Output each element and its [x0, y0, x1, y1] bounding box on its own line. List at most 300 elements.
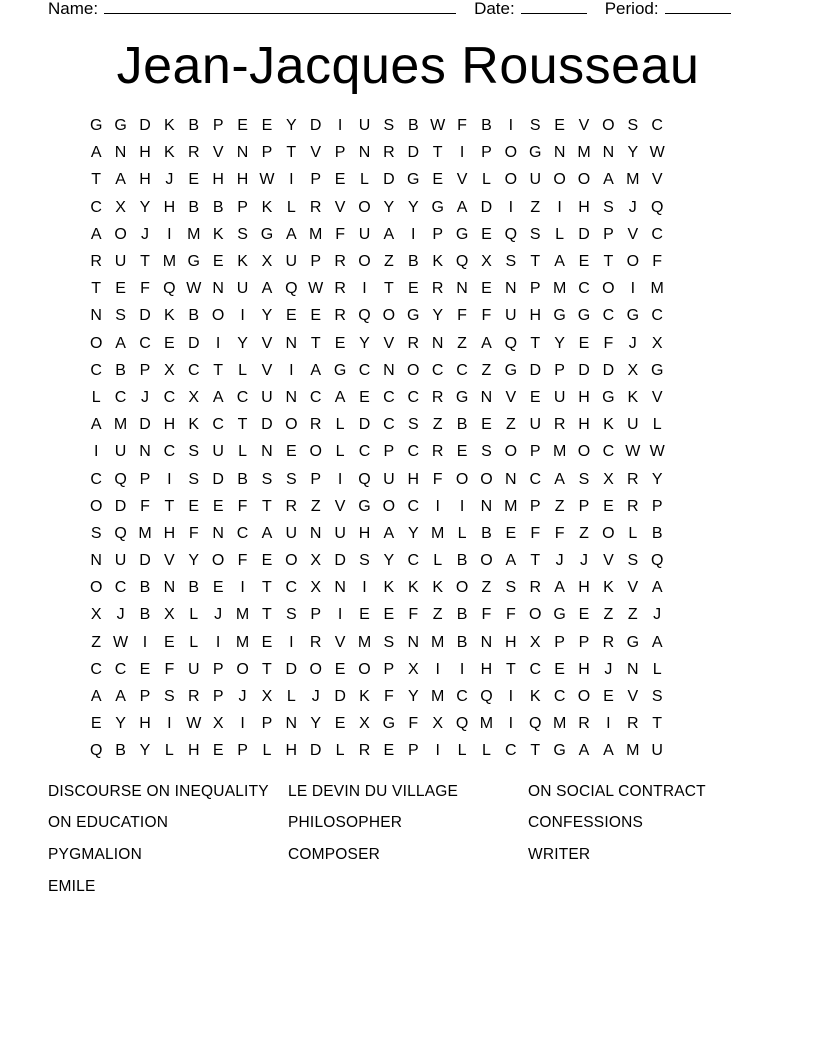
- grid-letter: W: [430, 117, 446, 135]
- grid-letter: L: [262, 742, 272, 760]
- grid-letter: X: [261, 688, 273, 706]
- grid-letter: H: [505, 633, 517, 651]
- grid-letter: J: [140, 225, 149, 243]
- grid-letter: Y: [285, 117, 297, 135]
- grid-letter: S: [285, 470, 297, 488]
- grid-letter: U: [627, 416, 639, 434]
- grid-letter: I: [435, 742, 440, 760]
- grid-letter: R: [578, 715, 590, 733]
- grid-letter: T: [140, 253, 150, 271]
- grid-letter: T: [237, 416, 248, 434]
- grid-letter: T: [530, 552, 541, 570]
- grid-letter: I: [411, 225, 416, 243]
- grid-letter: X: [651, 334, 663, 352]
- grid-letter: S: [578, 470, 590, 488]
- grid-letter: O: [577, 171, 591, 189]
- grid-letter: U: [651, 742, 663, 760]
- grid-letter: F: [140, 280, 150, 298]
- grid-letter: S: [505, 253, 517, 271]
- grid-letter: A: [261, 524, 273, 542]
- grid-letter: P: [651, 497, 663, 515]
- grid-letter: B: [115, 742, 126, 760]
- grid-letter: N: [480, 633, 493, 651]
- grid-letter: P: [554, 361, 565, 379]
- grid-letter: H: [578, 579, 590, 597]
- date-field[interactable]: [521, 0, 587, 14]
- grid-letter: H: [139, 144, 151, 162]
- grid-letter: P: [432, 225, 443, 243]
- grid-letter: C: [114, 660, 127, 678]
- grid-letter: S: [261, 470, 273, 488]
- grid-letter: E: [334, 715, 346, 733]
- grid-letter: S: [188, 470, 200, 488]
- grid-letter: N: [383, 361, 395, 379]
- grid-letter: X: [310, 579, 322, 597]
- grid-letter: A: [90, 144, 102, 162]
- grid-letter: I: [435, 497, 440, 515]
- grid-letter: R: [285, 497, 298, 515]
- grid-letter: P: [237, 198, 248, 216]
- grid-letter: D: [261, 416, 273, 434]
- grid-letter: I: [435, 660, 440, 678]
- grid-letter: K: [164, 117, 175, 135]
- grid-letter: M: [504, 497, 518, 515]
- grid-letter: O: [455, 470, 469, 488]
- grid-letter: R: [431, 443, 444, 461]
- grid-letter: D: [480, 198, 493, 216]
- grid-letter: M: [479, 715, 494, 733]
- grid-letter: A: [115, 334, 126, 352]
- grid-letter: T: [262, 606, 272, 624]
- grid-letter: D: [578, 361, 590, 379]
- grid-letter: A: [603, 742, 614, 760]
- grid-letter: E: [359, 388, 370, 406]
- grid-letter: U: [505, 307, 517, 325]
- grid-letter: U: [529, 416, 541, 434]
- grid-letter: F: [237, 497, 248, 515]
- grid-letter: A: [310, 361, 322, 379]
- grid-letter: D: [187, 334, 200, 352]
- grid-letter: O: [114, 225, 127, 243]
- grid-letter: X: [212, 715, 224, 733]
- grid-letter: C: [456, 688, 468, 706]
- grid-letter: L: [335, 443, 345, 461]
- grid-letter: E: [554, 660, 565, 678]
- grid-letter: E: [139, 660, 151, 678]
- grid-letter: F: [481, 606, 492, 624]
- grid-letter: E: [603, 497, 614, 515]
- period-field[interactable]: [665, 0, 731, 14]
- grid-letter: L: [286, 198, 296, 216]
- grid-letter: U: [358, 225, 371, 243]
- grid-letter: A: [90, 688, 102, 706]
- grid-letter: B: [407, 253, 419, 271]
- grid-letter: X: [164, 606, 175, 624]
- grid-letter: E: [310, 307, 322, 325]
- grid-letter: I: [215, 334, 221, 352]
- grid-letter: Y: [407, 688, 419, 706]
- grid-letter: J: [628, 198, 637, 216]
- grid-letter: S: [627, 117, 639, 135]
- grid-letter: L: [335, 742, 345, 760]
- grid-letter: M: [552, 715, 567, 733]
- grid-letter: Y: [407, 198, 419, 216]
- grid-row: [84, 411, 744, 438]
- grid-letter: E: [334, 334, 346, 352]
- grid-letter: X: [115, 198, 126, 216]
- grid-letter: F: [408, 606, 419, 624]
- grid-letter: V: [261, 361, 273, 379]
- grid-letter: A: [554, 579, 565, 597]
- grid-letter: J: [140, 388, 149, 406]
- grid-letter: Q: [163, 280, 176, 298]
- word-bank-row: [48, 776, 768, 808]
- grid-letter: D: [407, 144, 420, 162]
- grid-letter: R: [358, 742, 371, 760]
- grid-letter: C: [358, 361, 371, 379]
- grid-letter: A: [603, 171, 614, 189]
- grid-letter: H: [578, 660, 590, 678]
- word-bank-row: [48, 808, 768, 840]
- grid-letter: V: [164, 552, 175, 570]
- grid-letter: Y: [115, 715, 126, 733]
- grid-letter: L: [238, 361, 247, 379]
- grid-letter: I: [362, 280, 367, 298]
- grid-letter: H: [529, 307, 541, 325]
- grid-letter: C: [90, 361, 102, 379]
- grid-letter: O: [480, 552, 493, 570]
- word-bank-item: ON EDUCATION: [48, 814, 169, 832]
- grid-letter: G: [455, 225, 469, 243]
- grid-letter: U: [529, 171, 541, 189]
- grid-letter: A: [505, 552, 517, 570]
- grid-letter: X: [603, 470, 614, 488]
- grid-letter: C: [90, 198, 102, 216]
- grid-letter: O: [407, 361, 420, 379]
- grid-letter: A: [456, 198, 468, 216]
- grid-letter: X: [481, 253, 492, 271]
- grid-letter: O: [553, 171, 566, 189]
- grid-letter: N: [114, 144, 127, 162]
- grid-letter: B: [407, 117, 419, 135]
- grid-letter: B: [139, 606, 151, 624]
- grid-letter: F: [652, 253, 663, 271]
- grid-letter: T: [652, 715, 663, 733]
- grid-letter: E: [115, 280, 126, 298]
- grid-letter: P: [383, 660, 395, 678]
- grid-letter: L: [286, 688, 296, 706]
- grid-letter: Y: [407, 524, 419, 542]
- word-bank-item: PHILOSOPHER: [288, 814, 403, 832]
- grid-letter: B: [115, 361, 126, 379]
- grid-letter: E: [359, 606, 370, 624]
- grid-letter: G: [529, 144, 542, 162]
- grid-letter: D: [309, 742, 322, 760]
- grid-letter: C: [456, 361, 468, 379]
- grid-letter: P: [310, 171, 322, 189]
- grid-letter: T: [262, 497, 272, 515]
- grid-letter: N: [480, 388, 493, 406]
- grid-letter: Q: [285, 280, 298, 298]
- grid-letter: Q: [358, 307, 371, 325]
- grid-letter: G: [407, 307, 420, 325]
- grid-letter: E: [554, 117, 565, 135]
- grid-letter: T: [213, 361, 224, 379]
- grid-letter: Y: [188, 552, 200, 570]
- grid-letter: B: [212, 198, 224, 216]
- grid-letter: K: [237, 253, 248, 271]
- grid-letter: L: [91, 388, 101, 406]
- grid-letter: T: [505, 660, 516, 678]
- grid-letter: R: [309, 198, 322, 216]
- grid-letter: H: [285, 742, 298, 760]
- grid-letter: T: [432, 144, 443, 162]
- grid-letter: D: [309, 117, 322, 135]
- grid-letter: R: [334, 280, 346, 298]
- grid-letter: R: [602, 633, 615, 651]
- grid-letter: M: [187, 225, 201, 243]
- grid-letter: O: [211, 552, 225, 570]
- grid-letter: B: [651, 524, 663, 542]
- grid-letter: C: [285, 579, 298, 597]
- grid-letter: R: [627, 715, 639, 733]
- word-bank-row: [48, 871, 768, 903]
- grid-letter: Z: [457, 334, 467, 352]
- grid-letter: C: [114, 388, 127, 406]
- grid-letter: O: [602, 117, 615, 135]
- grid-letter: G: [187, 253, 200, 271]
- grid-letter: Y: [627, 144, 639, 162]
- grid-row: [84, 275, 744, 302]
- grid-letter: P: [603, 225, 614, 243]
- grid-letter: N: [285, 388, 298, 406]
- grid-row: [84, 112, 744, 139]
- grid-letter: N: [627, 660, 639, 678]
- grid-letter: I: [240, 579, 245, 597]
- grid-letter: I: [215, 633, 221, 651]
- grid-letter: E: [383, 606, 395, 624]
- grid-letter: D: [334, 552, 346, 570]
- grid-letter: S: [115, 307, 126, 325]
- grid-letter: M: [626, 742, 640, 760]
- grid-letter: F: [408, 715, 419, 733]
- grid-letter: E: [578, 334, 590, 352]
- grid-letter: L: [360, 171, 369, 189]
- grid-row: [84, 683, 744, 710]
- grid-letter: E: [334, 171, 346, 189]
- grid-letter: C: [163, 443, 176, 461]
- grid-letter: T: [164, 497, 175, 515]
- grid-letter: C: [90, 470, 102, 488]
- grid-letter: B: [188, 579, 200, 597]
- grid-letter: J: [580, 552, 588, 570]
- grid-letter: F: [140, 497, 150, 515]
- grid-letter: V: [627, 688, 639, 706]
- grid-letter: S: [383, 117, 395, 135]
- grid-letter: Z: [505, 416, 516, 434]
- grid-row: [84, 656, 744, 683]
- grid-letter: F: [237, 552, 248, 570]
- grid-letter: I: [240, 307, 245, 325]
- grid-letter: J: [165, 171, 174, 189]
- grid-letter: S: [529, 117, 541, 135]
- grid-letter: P: [554, 633, 565, 651]
- grid-letter: C: [529, 470, 541, 488]
- grid-letter: F: [481, 307, 492, 325]
- grid-letter: D: [602, 361, 615, 379]
- grid-letter: L: [189, 606, 199, 624]
- grid-letter: Q: [89, 742, 103, 760]
- grid-letter: I: [240, 715, 245, 733]
- grid-letter: C: [358, 443, 371, 461]
- grid-letter: R: [431, 280, 444, 298]
- grid-letter: P: [310, 606, 322, 624]
- grid-letter: U: [187, 660, 200, 678]
- grid-letter: M: [138, 524, 152, 542]
- grid-letter: W: [259, 171, 275, 189]
- grid-letter: L: [652, 416, 662, 434]
- grid-letter: U: [114, 253, 127, 271]
- grid-letter: O: [89, 334, 103, 352]
- grid-letter: R: [529, 579, 541, 597]
- grid-letter: P: [237, 742, 248, 760]
- grid-letter: R: [187, 688, 200, 706]
- grid-letter: Z: [530, 198, 541, 216]
- grid-letter: G: [602, 388, 615, 406]
- grid-letter: E: [212, 742, 224, 760]
- grid-letter: O: [529, 606, 542, 624]
- grid-letter: P: [529, 280, 541, 298]
- grid-row: [84, 194, 744, 221]
- grid-letter: A: [578, 742, 590, 760]
- grid-letter: O: [504, 144, 518, 162]
- grid-letter: C: [236, 388, 249, 406]
- grid-letter: A: [90, 416, 102, 434]
- grid-letter: P: [139, 470, 151, 488]
- grid-letter: F: [335, 225, 345, 243]
- grid-letter: I: [508, 198, 514, 216]
- grid-letter: O: [602, 280, 615, 298]
- grid-letter: B: [237, 470, 248, 488]
- grid-letter: T: [530, 742, 541, 760]
- grid-letter: V: [334, 198, 346, 216]
- grid-letter: H: [187, 742, 200, 760]
- grid-row: [84, 520, 744, 547]
- grid-letter: R: [627, 470, 639, 488]
- grid-letter: N: [505, 280, 517, 298]
- grid-letter: H: [236, 171, 249, 189]
- grid-letter: C: [163, 388, 176, 406]
- grid-row: [84, 438, 744, 465]
- grid-letter: C: [407, 443, 420, 461]
- grid-letter: B: [188, 198, 200, 216]
- grid-letter: M: [113, 416, 128, 434]
- grid-letter: X: [627, 361, 639, 379]
- grid-letter: G: [650, 361, 664, 379]
- grid-letter: J: [604, 660, 613, 678]
- grid-letter: P: [212, 688, 224, 706]
- grid-letter: G: [626, 633, 640, 651]
- grid-letter: T: [91, 171, 102, 189]
- grid-letter: K: [164, 307, 175, 325]
- grid-letter: M: [577, 144, 591, 162]
- grid-letter: B: [188, 307, 200, 325]
- grid-row: [84, 139, 744, 166]
- grid-letter: I: [167, 470, 172, 488]
- grid-letter: W: [186, 280, 202, 298]
- grid-letter: A: [383, 225, 395, 243]
- grid-letter: E: [334, 660, 346, 678]
- grid-letter: H: [480, 660, 493, 678]
- grid-letter: V: [505, 388, 517, 406]
- grid-letter: N: [456, 280, 468, 298]
- grid-letter: P: [383, 443, 395, 461]
- word-bank: [48, 776, 768, 902]
- grid-letter: G: [553, 307, 566, 325]
- grid-letter: G: [89, 117, 103, 135]
- grid-letter: N: [236, 144, 249, 162]
- grid-letter: F: [432, 470, 443, 488]
- grid-letter: F: [164, 660, 175, 678]
- grid-letter: C: [529, 660, 541, 678]
- grid-letter: O: [382, 497, 396, 515]
- grid-letter: S: [359, 552, 370, 570]
- grid-letter: X: [261, 253, 273, 271]
- grid-letter: K: [603, 416, 614, 434]
- grid-letter: N: [90, 307, 102, 325]
- grid-letter: Q: [529, 715, 542, 733]
- grid-letter: O: [602, 524, 615, 542]
- grid-letter: F: [457, 307, 467, 325]
- grid-letter: N: [505, 470, 517, 488]
- grid-letter: I: [508, 117, 514, 135]
- grid-letter: O: [480, 470, 493, 488]
- grid-letter: C: [212, 416, 224, 434]
- grid-letter: A: [212, 388, 224, 406]
- name-field[interactable]: [104, 0, 456, 14]
- grid-letter: W: [113, 633, 129, 651]
- grid-letter: J: [116, 606, 125, 624]
- grid-letter: E: [90, 715, 102, 733]
- grid-letter: W: [649, 443, 665, 461]
- grid-letter: G: [431, 198, 444, 216]
- grid-letter: P: [578, 633, 590, 651]
- grid-letter: J: [238, 688, 247, 706]
- grid-letter: I: [93, 443, 99, 461]
- grid-letter: A: [481, 334, 492, 352]
- grid-letter: I: [337, 117, 343, 135]
- grid-letter: R: [309, 416, 322, 434]
- grid-letter: B: [456, 606, 468, 624]
- grid-letter: T: [91, 280, 102, 298]
- grid-letter: Q: [504, 225, 518, 243]
- grid-row: [84, 248, 744, 275]
- grid-letter: O: [577, 688, 591, 706]
- grid-letter: Y: [432, 307, 443, 325]
- grid-letter: N: [163, 579, 176, 597]
- grid-letter: E: [529, 388, 541, 406]
- grid-letter: N: [431, 334, 444, 352]
- grid-letter: M: [235, 633, 250, 651]
- grid-letter: H: [578, 416, 590, 434]
- grid-letter: E: [432, 171, 443, 189]
- grid-letter: P: [334, 144, 346, 162]
- grid-letter: S: [407, 416, 419, 434]
- grid-letter: D: [139, 552, 151, 570]
- grid-letter: Z: [310, 497, 321, 515]
- grid-letter: R: [407, 334, 420, 352]
- grid-letter: Q: [358, 470, 371, 488]
